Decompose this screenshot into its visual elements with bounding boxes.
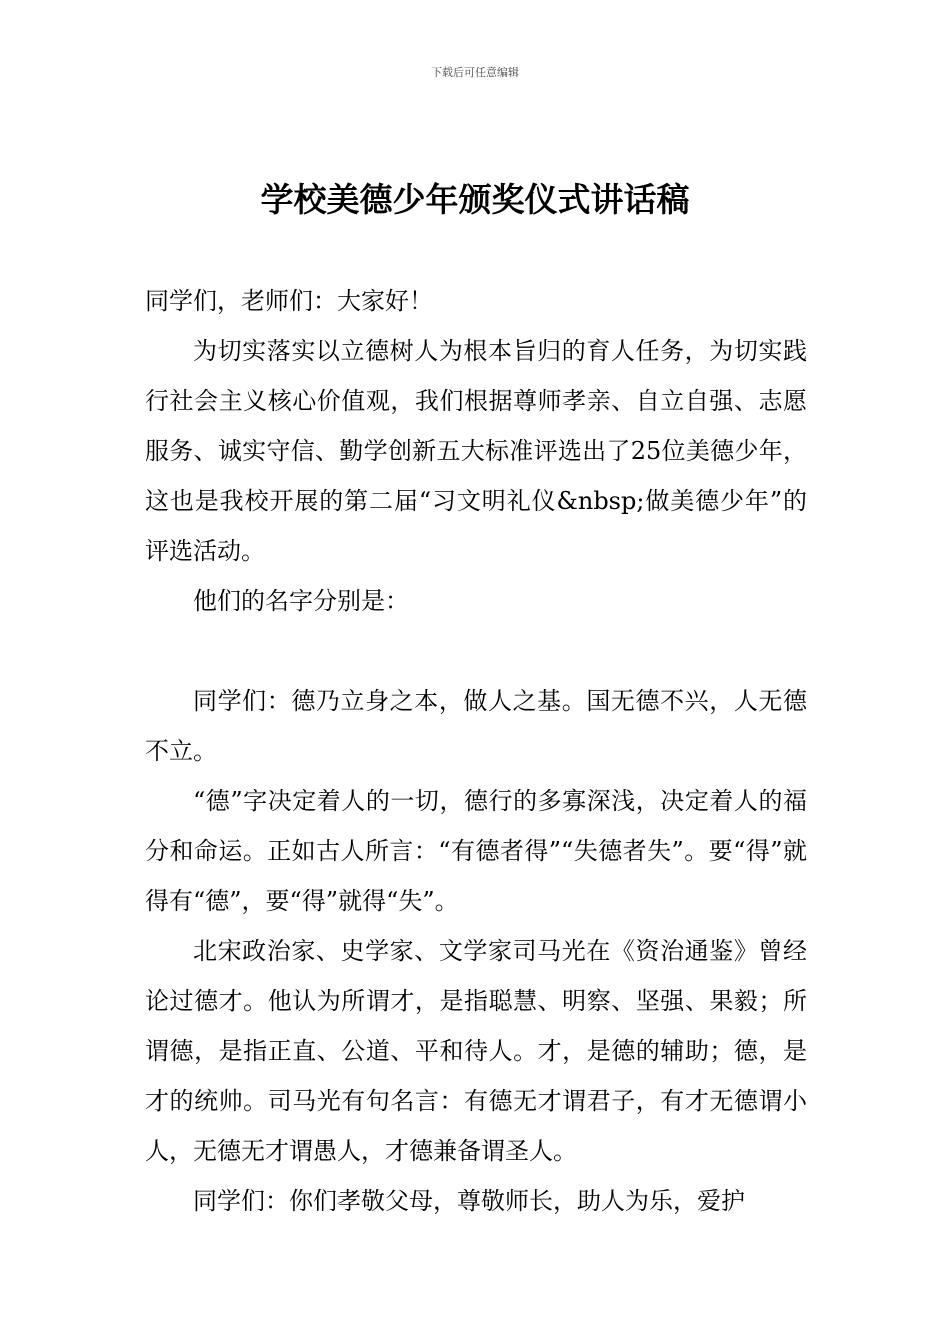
paragraph-names-intro: 他们的名字分别是： xyxy=(193,587,409,615)
paragraph-de-character: “德”字决定着人的一切，德行的多寡深浅，决定着人的福分和命运。正如古人所言：“有德者得”“失德者失”。要“得”就得有“德”，要“得”就得“失”。 xyxy=(145,787,807,915)
document-title: 学校美德少年颁奖仪式讲话稿 xyxy=(260,180,690,219)
header-note: 下载后可任意编辑 xyxy=(431,66,519,79)
paragraph-closing: 同学们：你们孝敬父母，尊敬师长，助人为乐，爱护 xyxy=(193,1187,745,1215)
greeting: 同学们，老师们：大家好！ xyxy=(145,287,433,315)
paragraph-virtue: 同学们：德乃立身之本，做人之基。国无德不兴，人无德不立。 xyxy=(145,687,807,765)
paragraph-sima-guang: 北宋政治家、史学家、文学家司马光在《资治通鉴》曾经论过德才。他认为所谓才，是指聪慧、明察、坚强、果毅；所谓德，是指正直、公道、平和待人。才，是德的辅助；德，是才的统帅。司马光有句名言：有德无才谓君子，有才无德谓小人，无德无才谓愚人，才德兼备谓圣人。 xyxy=(145,937,807,1165)
blank-line xyxy=(145,626,807,676)
paragraph-intro: 为切实落实以立德树人为根本旨归的育人任务，为切实践行社会主义核心价值观，我们根据尊师孝亲、自立自强、志愿服务、诚实守信、勤学创新五大标准评选出了25位美德少年，这也是我校开展的第二届“习文明礼仪&nbsp;做美德少年”的评选活动。 xyxy=(145,337,807,565)
document-body xyxy=(145,276,807,1226)
